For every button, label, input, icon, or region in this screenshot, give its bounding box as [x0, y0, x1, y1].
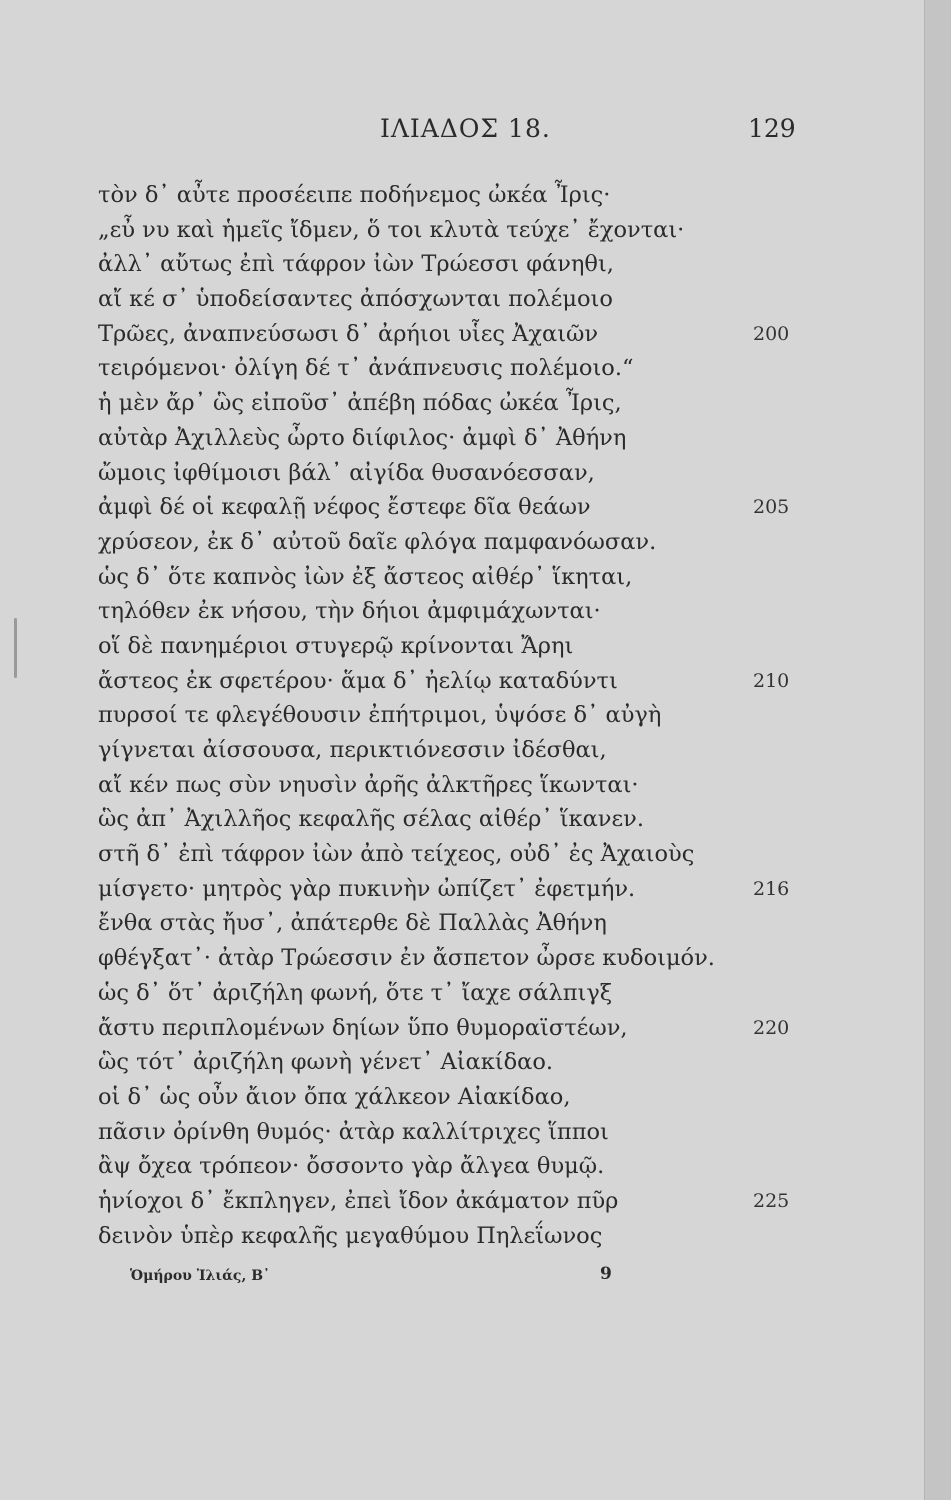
verse-line-text: ὡς δ᾽ ὅτε καπνὸς ἰὼν ἐξ ἄστεος αἰθέρ᾽ ἵκηται,: [98, 563, 633, 590]
footer-signature: Ὁμήρου Ἰλιάς, B᾽: [130, 1268, 271, 1284]
verse-line-text: ἀλλ᾽ αὔτως ἐπὶ τάφρον ἰὼν Τρώεσσι φάνηθι,: [98, 251, 614, 278]
verse-line: [98, 351, 818, 386]
verse-line-text: ὣς ἀπ᾽ Ἀχιλλῆος κεφαλῆς σέλας αἰθέρ᾽ ἵκανεν.: [98, 806, 644, 833]
verse-block: [98, 178, 818, 1253]
verse-line: [98, 247, 818, 282]
verse-line: [98, 421, 818, 456]
verse-line: [98, 525, 818, 560]
verse-line: [98, 664, 818, 699]
verse-line: [98, 1080, 818, 1115]
verse-line: [98, 733, 818, 768]
verse-line-text: ἔνθα στὰς ἤυσ᾽, ἀπάτερθε δὲ Παλλὰς Ἀθήνη: [98, 910, 607, 937]
verse-line-text: ἄστυ περιπλομένων δηίων ὕπο θυμοραϊστέων,: [98, 1014, 628, 1041]
verse-line-text: τηλόθεν ἐκ νήσου, τὴν δήιοι ἀμφιμάχωνται·: [98, 598, 601, 625]
verse-line: [98, 490, 818, 525]
verse-line: [98, 213, 818, 248]
verse-line-text: χρύσεον, ἐκ δ᾽ αὐτοῦ δαῖε φλόγα παμφανόωσαν.: [98, 528, 657, 555]
page-number: 129: [748, 114, 796, 143]
line-number: 210: [753, 669, 790, 692]
verse-line-text: ἂψ ὄχεα τρόπεον· ὄσσοντο γὰρ ἄλγεα θυμῷ.: [98, 1153, 605, 1180]
verse-line-text: γίγνεται ἀίσσουσα, περικτιόνεσσιν ἰδέσθαι,: [98, 737, 607, 763]
verse-line-text: στῆ δ᾽ ἐπὶ τάφρον ἰὼν ἀπὸ τείχεος, οὐδ᾽ ἐς Ἀχαιοὺς: [98, 841, 695, 868]
verse-line: [98, 560, 818, 595]
verse-line: [98, 178, 818, 213]
verse-line: [98, 282, 818, 317]
verse-line: [98, 698, 818, 733]
verse-line-text: ὣς τότ᾽ ἀριζήλη φωνὴ γένετ᾽ Αἰακίδαο.: [98, 1049, 554, 1076]
verse-line-text: τὸν δ᾽ αὖτε προσέειπε ποδήνεμος ὠκέα Ἶρις·: [98, 182, 611, 208]
verse-line: [98, 1011, 818, 1046]
line-number: 216: [753, 877, 790, 900]
verse-line-text: φθέγξατ᾽· ἀτὰρ Τρώεσσιν ἐν ἄσπετον ὦρσε κυδοιμόν.: [98, 945, 715, 972]
verse-line-text: ἄστεος ἐκ σφετέρου· ἅμα δ᾽ ἠελίῳ καταδύντι: [98, 667, 618, 694]
verse-line-text: ὤμοις ἰφθίμοισι βάλ᾽ αἰγίδα θυσανόεσσαν,: [98, 459, 595, 486]
verse-line: [98, 456, 818, 491]
verse-line: [98, 1149, 818, 1184]
verse-line: [98, 1219, 818, 1254]
verse-line: [98, 802, 818, 837]
running-title: ΙΛΙΑΔΟΣ 18.: [380, 114, 551, 143]
verse-line: [98, 629, 818, 664]
line-number: 220: [753, 1016, 790, 1039]
verse-line: [98, 594, 818, 629]
verse-line: [98, 976, 818, 1011]
verse-line-text: οἵ δὲ πανημέριοι στυγερῷ κρίνονται Ἄρηι: [98, 632, 574, 659]
verse-line-text: μίσγετο· μητρὸς γὰρ πυκινὴν ὠπίζετ᾽ ἐφετμήν.: [98, 875, 636, 902]
verse-line: [98, 837, 818, 872]
page-edge-shadow: [924, 0, 951, 1500]
verse-line-text: αἴ κέν πως σὺν νηυσὶν ἀρῆς ἀλκτῆρες ἵκωνται·: [98, 771, 639, 798]
line-number: 225: [753, 1189, 790, 1212]
footer-sheet-number: 9: [600, 1264, 612, 1284]
verse-line: [98, 768, 818, 803]
margin-smudge: [14, 618, 17, 678]
verse-line: [98, 386, 818, 421]
verse-line: [98, 872, 818, 907]
verse-line-text: ἡ μὲν ἄρ᾽ ὣς εἰποῦσ᾽ ἀπέβη πόδας ὠκέα Ἶρις,: [98, 390, 622, 417]
verse-line: [98, 906, 818, 941]
verse-line-text: ἡνίοχοι δ᾽ ἔκπληγεν, ἐπεὶ ἴδον ἀκάματον πῦρ: [98, 1187, 619, 1214]
verse-line: [98, 317, 818, 352]
verse-line: [98, 1045, 818, 1080]
verse-line-text: πυρσοί τε φλεγέθουσιν ἐπήτριμοι, ὑψόσε δ᾽ αὐγὴ: [98, 702, 662, 729]
verse-line-text: Τρῶες, ἀναπνεύσωσι δ᾽ ἀρήιοι υἷες Ἀχαιῶν: [98, 320, 599, 347]
verse-line-text: πᾶσιν ὀρίνθη θυμός· ἀτὰρ καλλίτριχες ἵπποι: [98, 1118, 609, 1145]
verse-line-text: τειρόμενοι· ὀλίγη δέ τ᾽ ἀνάπνευσις πολέμοιο.“: [98, 355, 634, 382]
verse-line-text: αἴ κέ σ᾽ ὑποδείσαντες ἀπόσχωνται πολέμοιο: [98, 286, 613, 313]
verse-line: [98, 1115, 818, 1150]
line-number: 200: [753, 322, 790, 345]
verse-line-text: ὡς δ᾽ ὅτ᾽ ἀριζήλη φωνή, ὅτε τ᾽ ἴαχε σάλπιγξ: [98, 979, 613, 1006]
verse-line: [98, 1184, 818, 1219]
verse-line: [98, 941, 818, 976]
verse-line-text: ἀμφὶ δέ οἱ κεφαλῇ νέφος ἔστεφε δῖα θεάων: [98, 494, 591, 521]
verse-line-text: οἱ δ᾽ ὡς οὖν ἄιον ὄπα χάλκεον Αἰακίδαο,: [98, 1083, 571, 1110]
verse-line-text: αὐτὰρ Ἀχιλλεὺς ὦρτο διίφιλος· ἀμφὶ δ᾽ Ἀθήνη: [98, 424, 627, 451]
line-number: 205: [753, 496, 790, 519]
verse-line-text: δεινὸν ὑπὲρ κεφαλῆς μεγαθύμου Πηλεΐωνος: [98, 1222, 603, 1249]
verse-line-text: „εὖ νυ καὶ ἡμεῖς ἴδμεν, ὅ τοι κλυτὰ τεύχε᾽ ἔχονται·: [98, 216, 685, 243]
